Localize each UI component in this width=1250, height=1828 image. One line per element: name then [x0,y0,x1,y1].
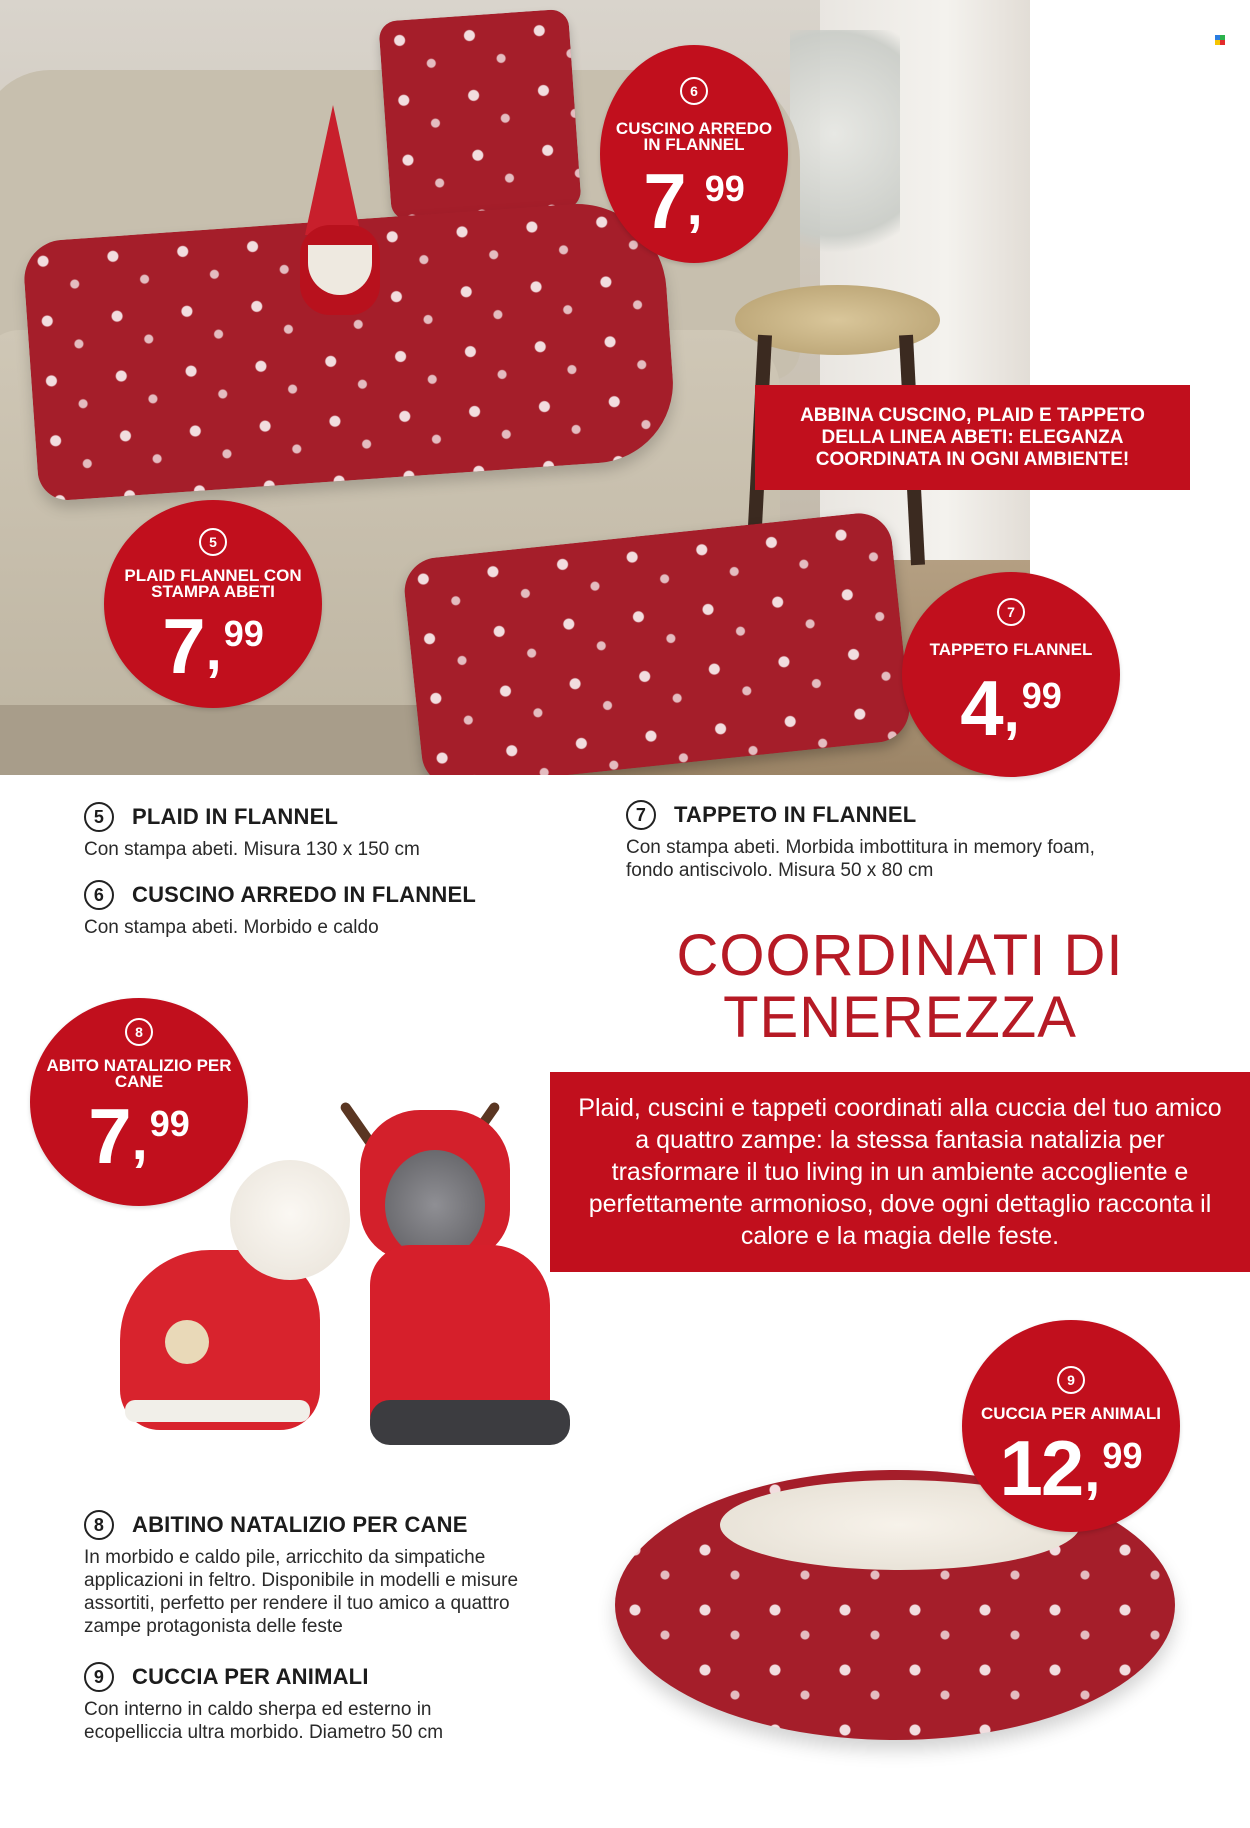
badge-number: 5 [199,528,227,556]
price-separator: , [131,1107,148,1172]
badge-price [30,1092,248,1182]
badge-number: 6 [680,77,708,105]
badge-title: ABITO NATALIZIO PER CANE [46,1056,232,1091]
product-entry-cuccia [84,1662,644,1744]
flannel-cushion-image [378,9,581,222]
badge-number: 9 [1057,1366,1085,1394]
product-description-line: fondo antiscivolo. Misura 50 x 80 cm [626,860,934,881]
badge-number: 8 [125,1018,153,1046]
badge-number: 7 [997,598,1025,626]
product-name: ABITINO NATALIZIO PER CANE [132,1512,468,1537]
price-separator: , [686,172,703,237]
promo-description: Plaid, cuscini e tappeti coordinati alla cuccia del tuo amico a quattro zampe: la stessa fantasia natalizia per trasformare il tuo living in un ambiente accogliente e perfettamente armonioso, dove ogni dettaglio racconta il calore e la magia delle feste. [550,1072,1250,1272]
price-integer: 12 [999,1424,1083,1512]
price-separator: , [205,617,222,682]
headline-line-1: COORDINATI DI [676,923,1124,988]
poodle-legs [370,1400,570,1445]
headline-line-2: TENEREZZA [723,985,1077,1050]
coordinated-line-callout: ABBINA CUSCINO, PLAID E TAPPETO DELLA LINEA ABETI: ELEGANZA COORDINATA IN OGNI AMBIENTE! [755,385,1190,490]
price-decimals: 99 [1102,1435,1143,1476]
price-decimals: 99 [149,1103,190,1144]
price-decimals: 99 [223,613,264,654]
badge-title: CUCCIA PER ANIMALI [980,1404,1162,1423]
product-entry-abitino [84,1510,644,1638]
price-badge-plaid [104,500,322,708]
product-description-line: applicazioni in feltro. Disponibile in modelli e misure [84,1570,519,1591]
badge-price [104,602,322,692]
product-entry-cuscino [84,880,644,939]
product-number: 5 [84,802,114,832]
price-badge-abito [30,998,248,1206]
badge-price [962,1424,1180,1514]
product-entry-tappeto [626,800,1226,882]
price-decimals: 99 [704,168,745,209]
product-description: Con stampa abeti. Morbido e caldo [84,917,379,938]
product-description-line: Con stampa abeti. Morbida imbottitura in memory foam, [626,837,1095,858]
price-badge-tappeto [902,572,1120,777]
product-name: CUSCINO ARREDO IN FLANNEL [132,882,476,907]
gnome-hat [305,105,361,235]
badge-price [600,157,788,247]
product-entry-plaid [84,802,644,861]
poodle-face [385,1150,485,1260]
product-name: TAPPETO IN FLANNEL [674,802,917,827]
sweater-trim [125,1400,310,1422]
product-name: PLAID IN FLANNEL [132,804,339,829]
product-description-line: In morbido e caldo pile, arricchito da simpatiche [84,1547,486,1568]
page-headline [640,925,1160,1049]
price-separator: , [1084,1439,1101,1504]
badge-title: TAPPETO FLANNEL [929,640,1093,659]
product-number: 6 [84,880,114,910]
frosted-plant [790,30,900,290]
pomeranian-head [230,1160,350,1280]
product-description-line: zampe protagonista delle feste [84,1616,343,1637]
badge-title: CUSCINO ARREDO IN FLANNEL [615,119,773,154]
price-badge-cuccia [962,1320,1180,1532]
price-integer: 7 [643,157,685,245]
product-number: 8 [84,1510,114,1540]
badge-title: PLAID FLANNEL CON STAMPA ABETI [124,566,302,601]
product-description: Con stampa abeti. Misura 130 x 150 cm [84,839,420,860]
reindeer-appliqué [165,1320,209,1364]
product-description-line: assortiti, perfetto per rendere il tuo amico a quattro [84,1593,510,1614]
price-integer: 4 [960,664,1002,752]
product-description-line: Con interno in caldo sherpa ed esterno in [84,1699,432,1720]
product-number: 7 [626,800,656,830]
price-decimals: 99 [1021,675,1062,716]
product-name: CUCCIA PER ANIMALI [132,1664,369,1689]
brand-logo-icon [1215,35,1225,45]
product-description-line: ecopelliccia ultra morbido. Diametro 50 cm [84,1722,444,1743]
badge-price [902,664,1120,754]
price-separator: , [1003,679,1020,744]
price-integer: 7 [88,1092,130,1180]
price-integer: 7 [162,602,204,690]
product-number: 9 [84,1662,114,1692]
price-badge-cuscino [600,45,788,263]
